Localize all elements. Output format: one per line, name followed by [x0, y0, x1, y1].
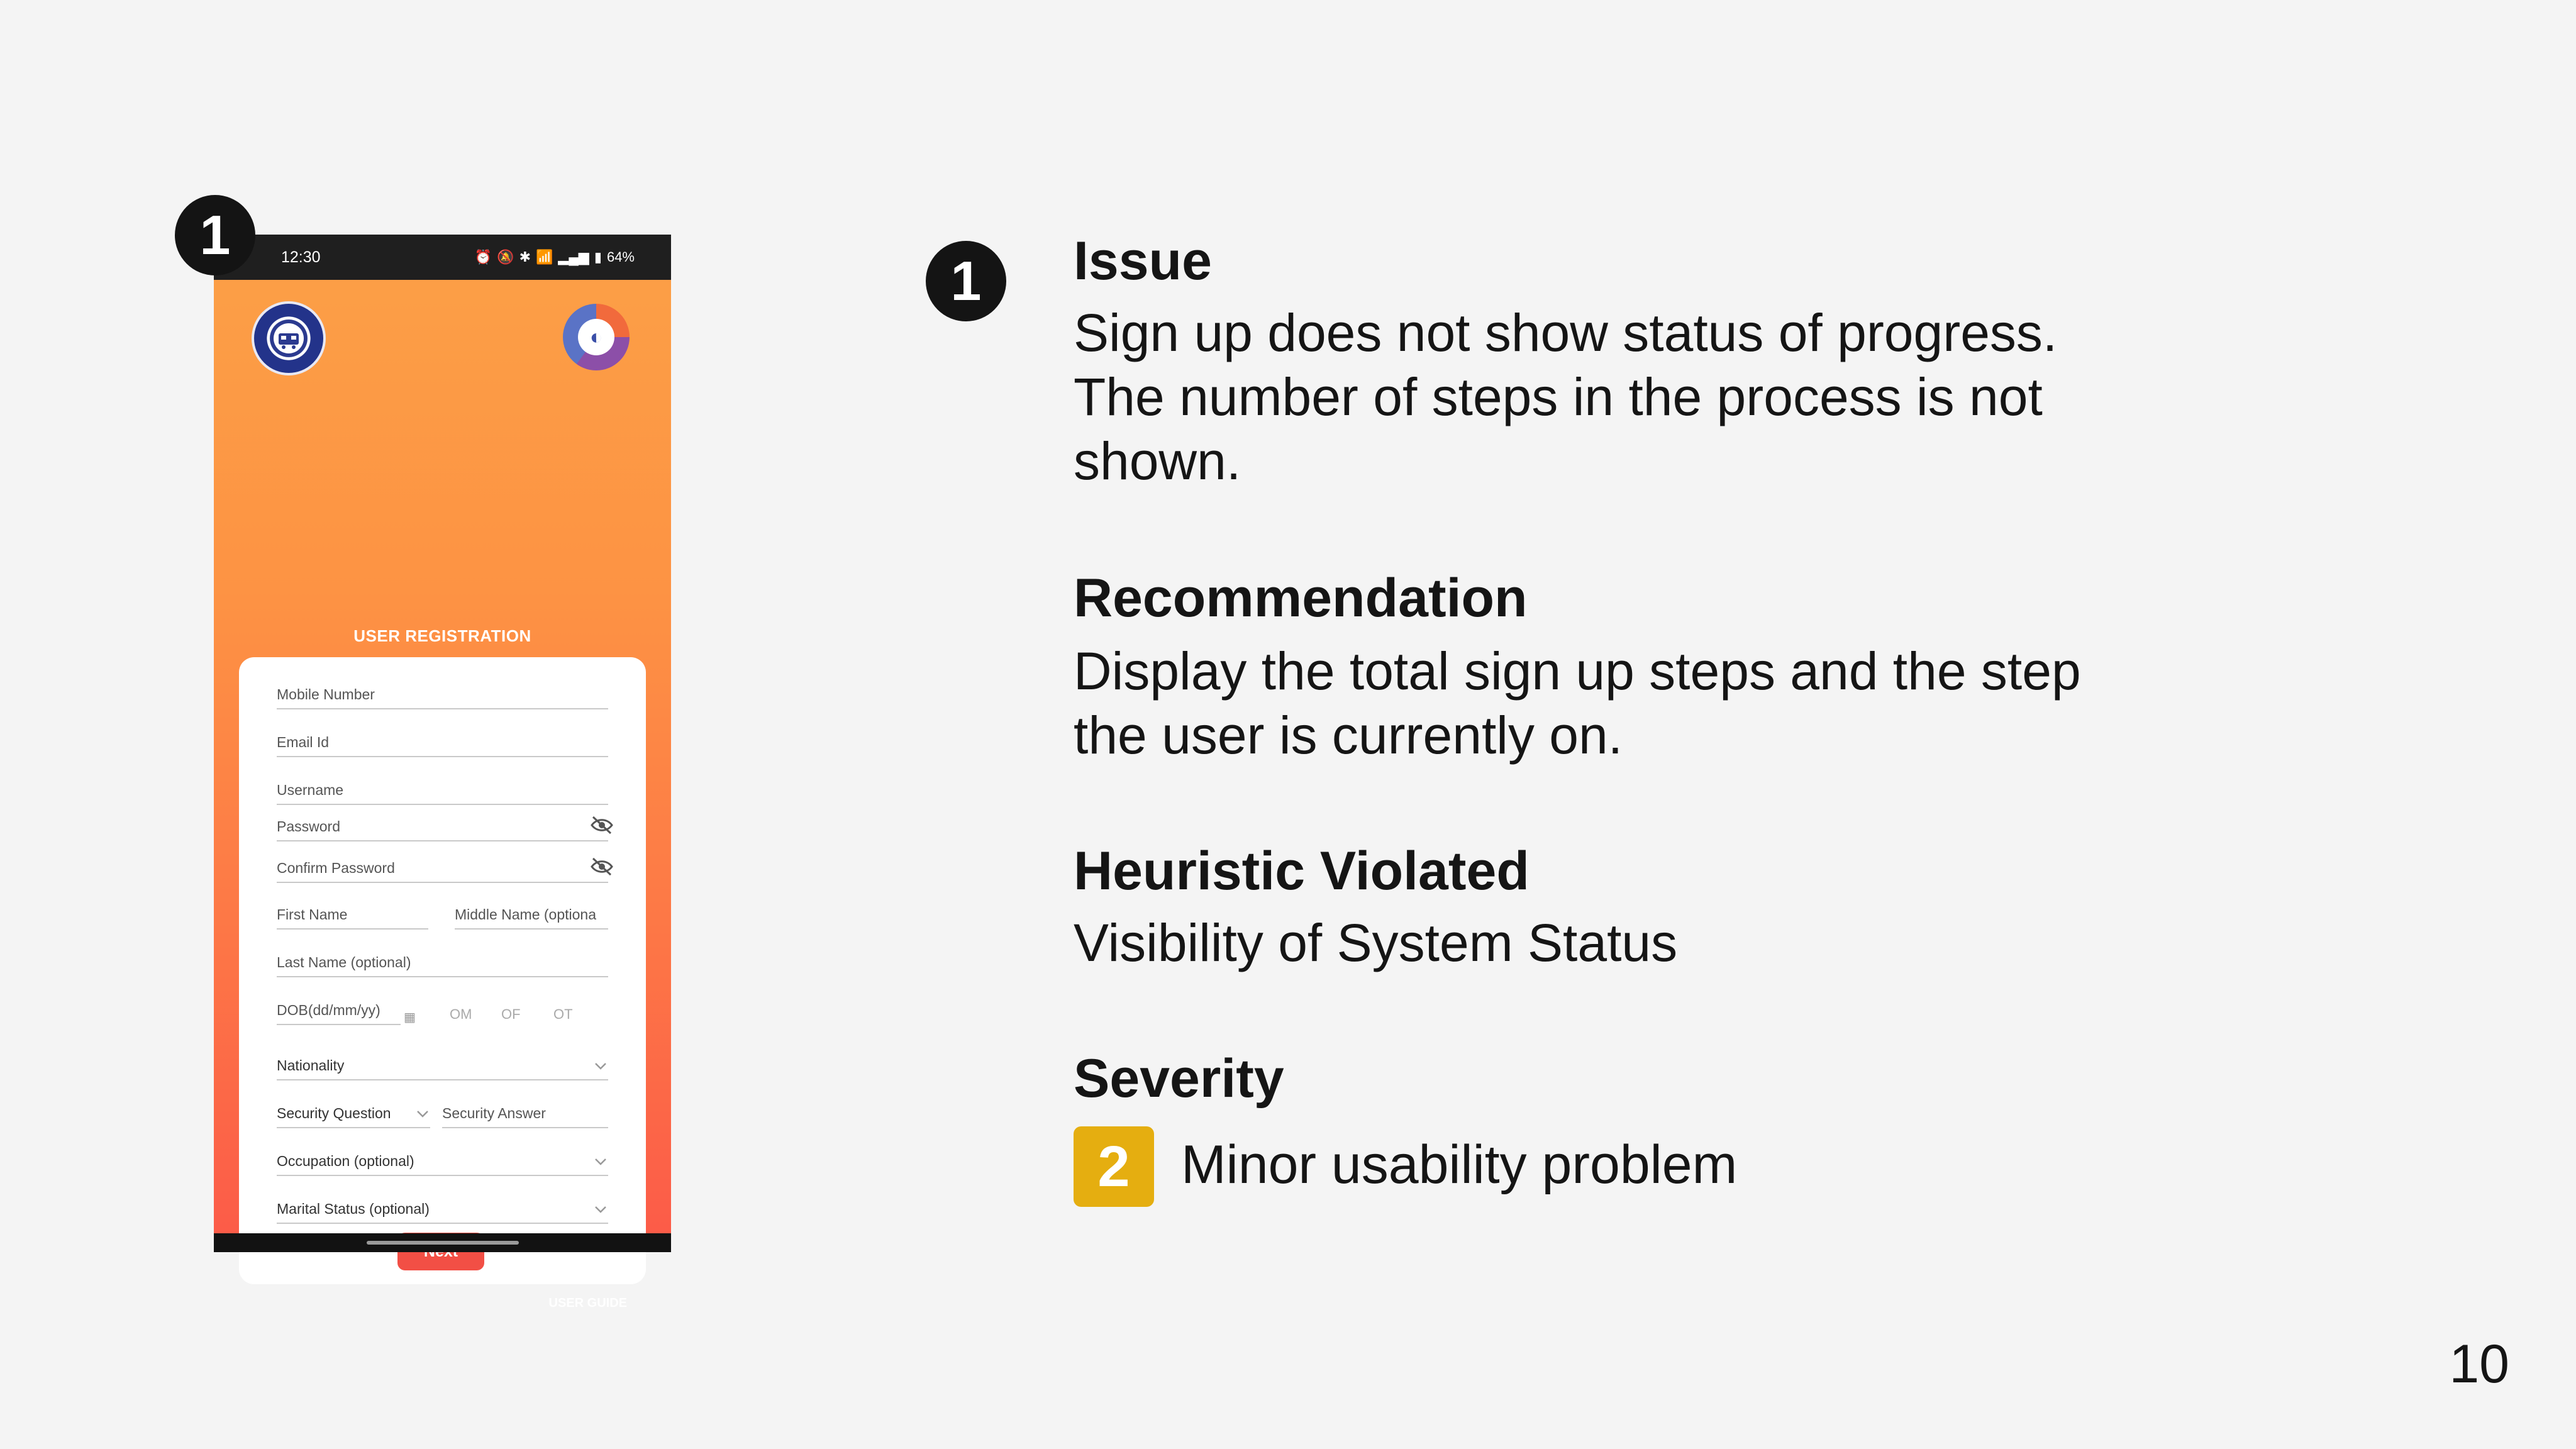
- issue-heading: Issue: [1074, 231, 1212, 291]
- last-name-input[interactable]: [277, 954, 608, 977]
- middle-name-input[interactable]: [455, 906, 608, 930]
- marital-status-label: Marital Status (optional): [277, 1201, 430, 1217]
- irctc-logo: [563, 304, 630, 370]
- alarm-icon: ⏰: [474, 249, 492, 265]
- mobile-number-input[interactable]: [277, 686, 608, 709]
- chevron-down-icon: [593, 1202, 608, 1217]
- occupation-select[interactable]: [277, 1153, 608, 1176]
- nationality-label: Nationality: [277, 1057, 345, 1074]
- battery-percent: 64%: [606, 249, 635, 265]
- password-input[interactable]: [277, 818, 608, 841]
- chevron-down-icon: [593, 1058, 608, 1074]
- indian-railways-logo: [252, 301, 326, 375]
- first-name-input[interactable]: [277, 906, 428, 930]
- occupation-label: Occupation (optional): [277, 1153, 414, 1169]
- severity-badge: 2: [1074, 1126, 1154, 1207]
- username-input[interactable]: [277, 782, 608, 805]
- chevron-down-icon: [415, 1106, 430, 1121]
- recommendation-text: Display the total sign up steps and the step the user is currently on.: [1074, 641, 2081, 765]
- status-icons: [475, 249, 635, 265]
- page-number: 10: [2449, 1334, 2509, 1394]
- gender-male-radio[interactable]: OM: [450, 1006, 472, 1022]
- gender-female-radio[interactable]: OF: [501, 1006, 521, 1022]
- confirm-password-placeholder: Confirm Password: [277, 860, 395, 876]
- nationality-select[interactable]: [277, 1057, 608, 1080]
- issue-text: Sign up does not show status of progress. The number of steps in the process is not shown.: [1074, 303, 2058, 491]
- registration-form: [239, 657, 646, 1284]
- railways-emblem-icon: [270, 319, 308, 357]
- username-placeholder: Username: [277, 782, 344, 798]
- dob-input[interactable]: [277, 1002, 401, 1025]
- email-input[interactable]: [277, 734, 608, 757]
- chevron-down-icon: [593, 1154, 608, 1169]
- eye-off-icon[interactable]: [589, 814, 614, 836]
- security-answer-input[interactable]: [442, 1105, 608, 1128]
- security-question-select[interactable]: [277, 1105, 430, 1128]
- wifi-icon: 📶: [536, 249, 553, 265]
- confirm-password-input[interactable]: [277, 860, 608, 883]
- dob-placeholder: DOB(dd/mm/yy): [277, 1002, 380, 1018]
- marital-status-select[interactable]: [277, 1201, 608, 1224]
- calendar-icon[interactable]: ▦: [404, 1011, 416, 1024]
- phone-screenshot: [214, 235, 671, 1310]
- mute-icon: 🔕: [497, 249, 514, 265]
- irctc-logo-icon: ◐: [578, 319, 614, 355]
- home-indicator[interactable]: [367, 1241, 519, 1245]
- annotation-marker-issue: 1: [926, 241, 1006, 321]
- recommendation-heading: Recommendation: [1074, 568, 1528, 628]
- eye-off-icon[interactable]: [589, 856, 614, 877]
- user-guide-link[interactable]: USER GUIDE: [548, 1296, 627, 1310]
- annotation-marker-phone: 1: [175, 195, 255, 275]
- severity-text: Minor usability problem: [1181, 1135, 1738, 1195]
- status-time: 12:30: [281, 248, 321, 266]
- password-placeholder: Password: [277, 818, 340, 835]
- security-question-label: Security Question: [277, 1105, 391, 1121]
- bluetooth-icon: ✱: [519, 249, 531, 265]
- email-placeholder: Email Id: [277, 734, 330, 750]
- heuristic-text: Visibility of System Status: [1074, 913, 1678, 972]
- signal-icon: ▂▄▆: [558, 249, 589, 265]
- first-name-placeholder: First Name: [277, 906, 348, 923]
- status-bar: [214, 235, 671, 280]
- battery-icon: ▮: [594, 249, 602, 265]
- severity-heading: Severity: [1074, 1048, 1284, 1109]
- gender-other-radio[interactable]: OT: [553, 1006, 573, 1022]
- middle-name-placeholder: Middle Name (optiona: [455, 906, 597, 923]
- last-name-placeholder: Last Name (optional): [277, 954, 411, 970]
- navigation-bar: [214, 1233, 671, 1252]
- mobile-number-placeholder: Mobile Number: [277, 686, 375, 702]
- security-answer-placeholder: Security Answer: [442, 1105, 546, 1121]
- registration-title: USER REGISTRATION: [353, 626, 531, 645]
- heuristic-heading: Heuristic Violated: [1074, 841, 1530, 901]
